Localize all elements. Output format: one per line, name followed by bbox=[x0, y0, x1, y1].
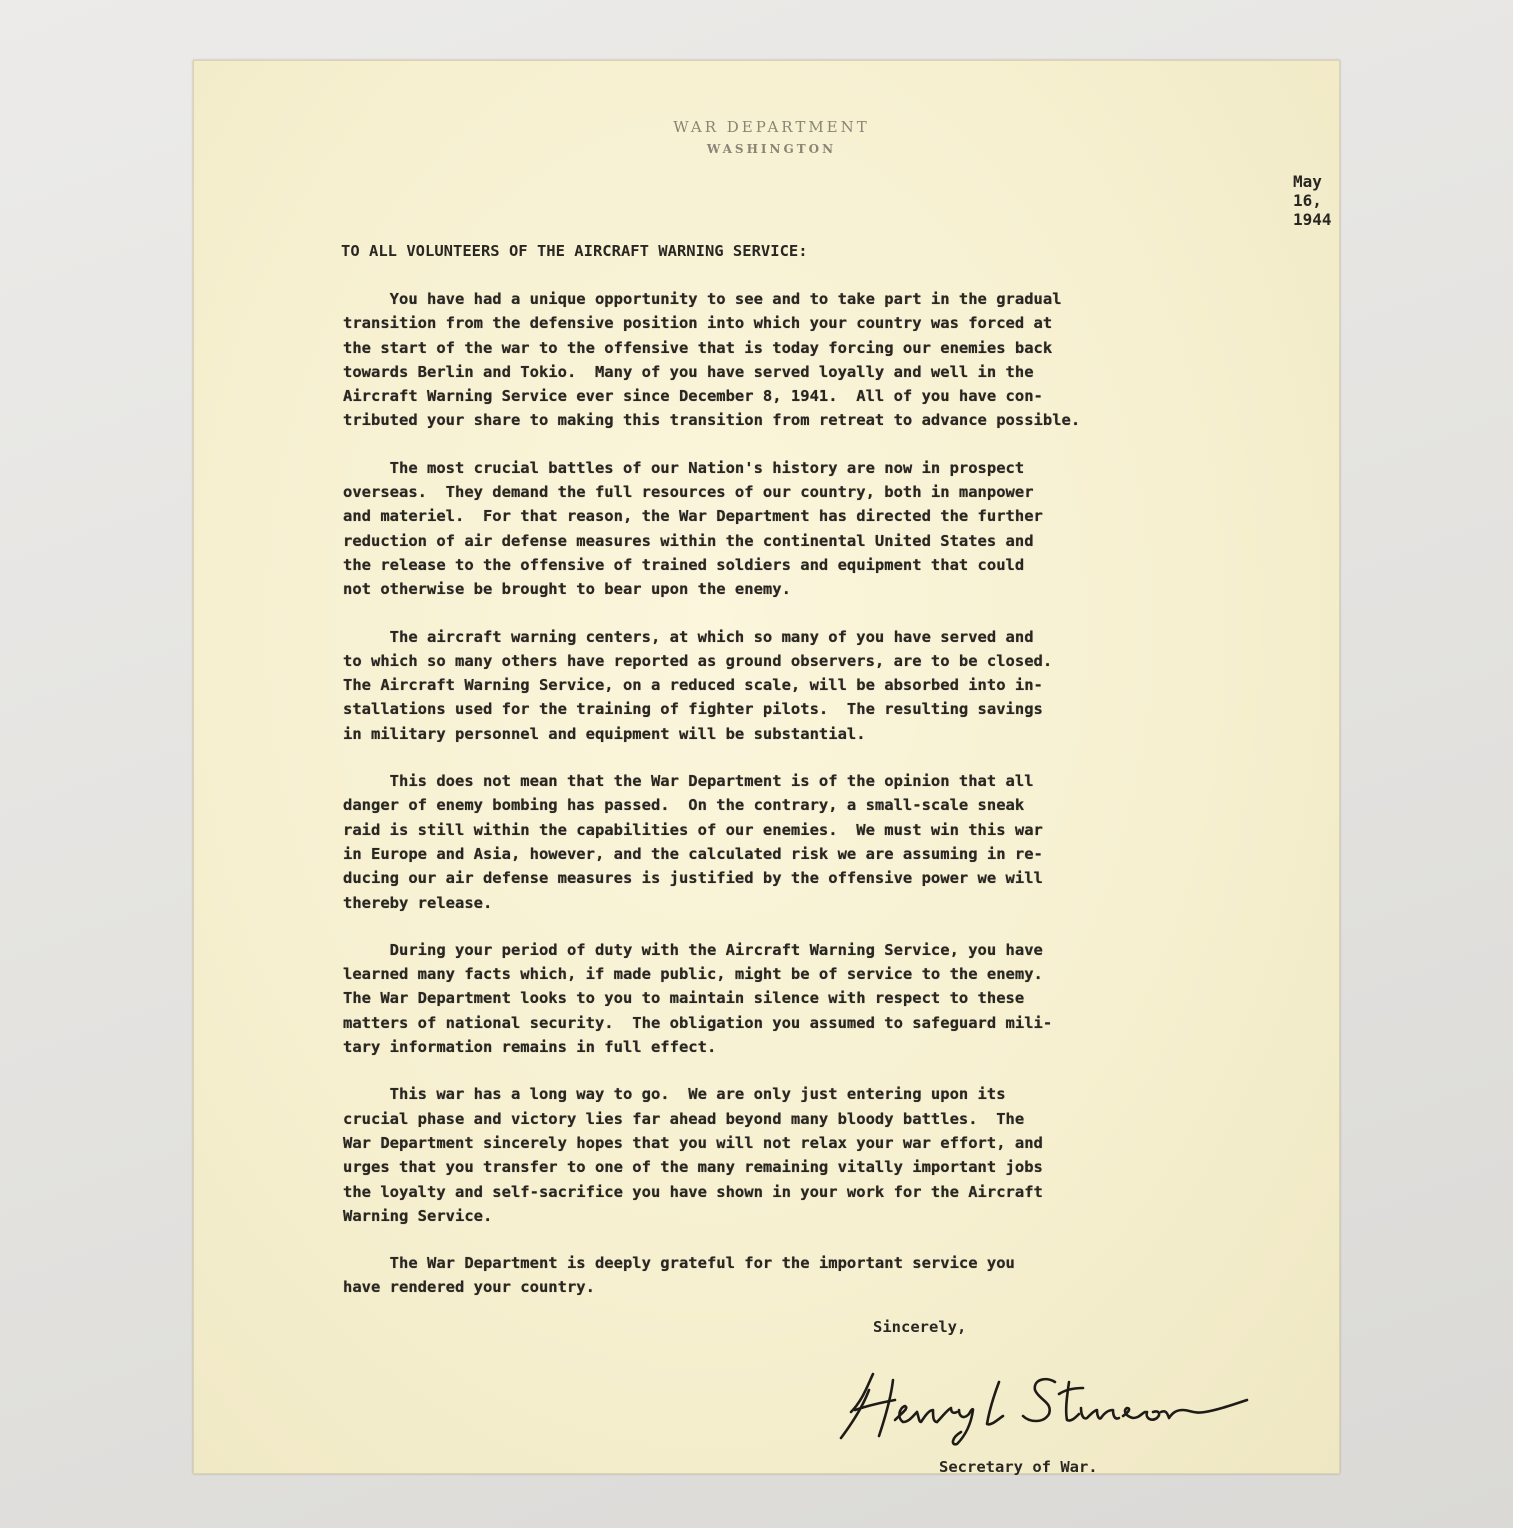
letter-date: May 16, 1944 bbox=[1293, 172, 1332, 229]
text-line: Aircraft Warning Service ever since December 8, 1941. All of you have con- bbox=[343, 387, 1043, 406]
text-line: stallations used for the training of fighter pilots. The resulting savings bbox=[343, 700, 1043, 719]
text-line: This does not mean that the War Department is of the opinion that all bbox=[343, 772, 1034, 791]
text-line: War Department sincerely hopes that you will not relax your war effort, and bbox=[343, 1133, 1043, 1152]
paragraph bbox=[343, 287, 1303, 433]
text-line: in military personnel and equipment will be substantial. bbox=[343, 724, 866, 743]
text-line: tributed your share to making this transition from retreat to advance possible. bbox=[343, 411, 1081, 430]
text-line: You have had a unique opportunity to see and to take part in the gradual bbox=[343, 290, 1062, 308]
text-line: transition from the defensive position into which your country was forced at bbox=[343, 314, 1053, 333]
text-line: overseas. They demand the full resources of our country, both in manpower bbox=[343, 483, 1034, 502]
text-line: reduction of air defense measures within the continental United States and bbox=[343, 531, 1034, 550]
text-line: the loyalty and self-sacrifice you have shown in your work for the Aircraft bbox=[343, 1182, 1043, 1201]
letter-body bbox=[343, 287, 1303, 1323]
paragraph bbox=[343, 456, 1303, 602]
closing: Sincerely, bbox=[873, 1318, 967, 1336]
paragraph bbox=[343, 938, 1303, 1059]
paragraph bbox=[343, 1251, 1303, 1300]
text-line: The War Department looks to you to maintain silence with respect to these bbox=[343, 989, 1025, 1008]
text-line: raid is still within the capabilities of our enemies. We must win this war bbox=[343, 820, 1043, 839]
text-line: the start of the war to the offensive that is today forcing our enemies back bbox=[343, 338, 1053, 357]
text-line: The aircraft warning centers, at which so many of you have served and bbox=[343, 627, 1034, 646]
text-line: to which so many others have reported as ground observers, are to be closed. bbox=[343, 651, 1053, 670]
text-line: not otherwise be brought to bear upon the enemy. bbox=[343, 580, 791, 599]
paragraph bbox=[343, 625, 1303, 746]
text-line: the release to the offensive of trained soldiers and equipment that could bbox=[343, 555, 1025, 574]
letter-page bbox=[193, 60, 1340, 1474]
text-line: urges that you transfer to one of the many remaining vitally important jobs bbox=[343, 1158, 1043, 1177]
text-line: This war has a long way to go. We are only just entering upon its bbox=[343, 1085, 1006, 1104]
text-line: danger of enemy bombing has passed. On the contrary, a small-scale sneak bbox=[343, 796, 1025, 815]
text-line: have rendered your country. bbox=[343, 1278, 595, 1297]
text-line: The most crucial battles of our Nation's history are now in prospect bbox=[343, 458, 1025, 477]
text-line: towards Berlin and Tokio. Many of you have served loyally and well in the bbox=[343, 362, 1034, 381]
text-line: thereby release. bbox=[343, 893, 493, 912]
text-line: The Aircraft Warning Service, on a reduced scale, will be absorbed into in- bbox=[343, 676, 1043, 695]
text-line: Warning Service. bbox=[343, 1206, 493, 1225]
handwritten-signature bbox=[833, 1360, 1253, 1446]
letterhead-org: WAR DEPARTMENT bbox=[673, 118, 870, 136]
text-line: During your period of duty with the Aircraft Warning Service, you have bbox=[343, 940, 1043, 959]
paragraph bbox=[343, 1082, 1303, 1228]
text-line: crucial phase and victory lies far ahead beyond many bloody battles. The bbox=[343, 1109, 1025, 1128]
text-line: matters of national security. The obligation you assumed to safeguard mili- bbox=[343, 1013, 1053, 1032]
text-line: learned many facts which, if made public, might be of service to the enemy. bbox=[343, 965, 1043, 984]
salutation: TO ALL VOLUNTEERS OF THE AIRCRAFT WARNING SERVICE: bbox=[341, 242, 808, 260]
text-line: in Europe and Asia, however, and the calculated risk we are assuming in re- bbox=[343, 844, 1043, 863]
letterhead-city: WASHINGTON bbox=[706, 142, 837, 156]
text-line: and materiel. For that reason, the War Department has directed the further bbox=[343, 507, 1043, 526]
text-line: ducing our air defense measures is justified by the offensive power we will bbox=[343, 869, 1043, 888]
paragraph bbox=[343, 769, 1303, 915]
text-line: The War Department is deeply grateful for the important service you bbox=[343, 1254, 1015, 1273]
text-line: tary information remains in full effect. bbox=[343, 1038, 717, 1057]
signer-title: Secretary of War. bbox=[939, 1458, 1098, 1476]
